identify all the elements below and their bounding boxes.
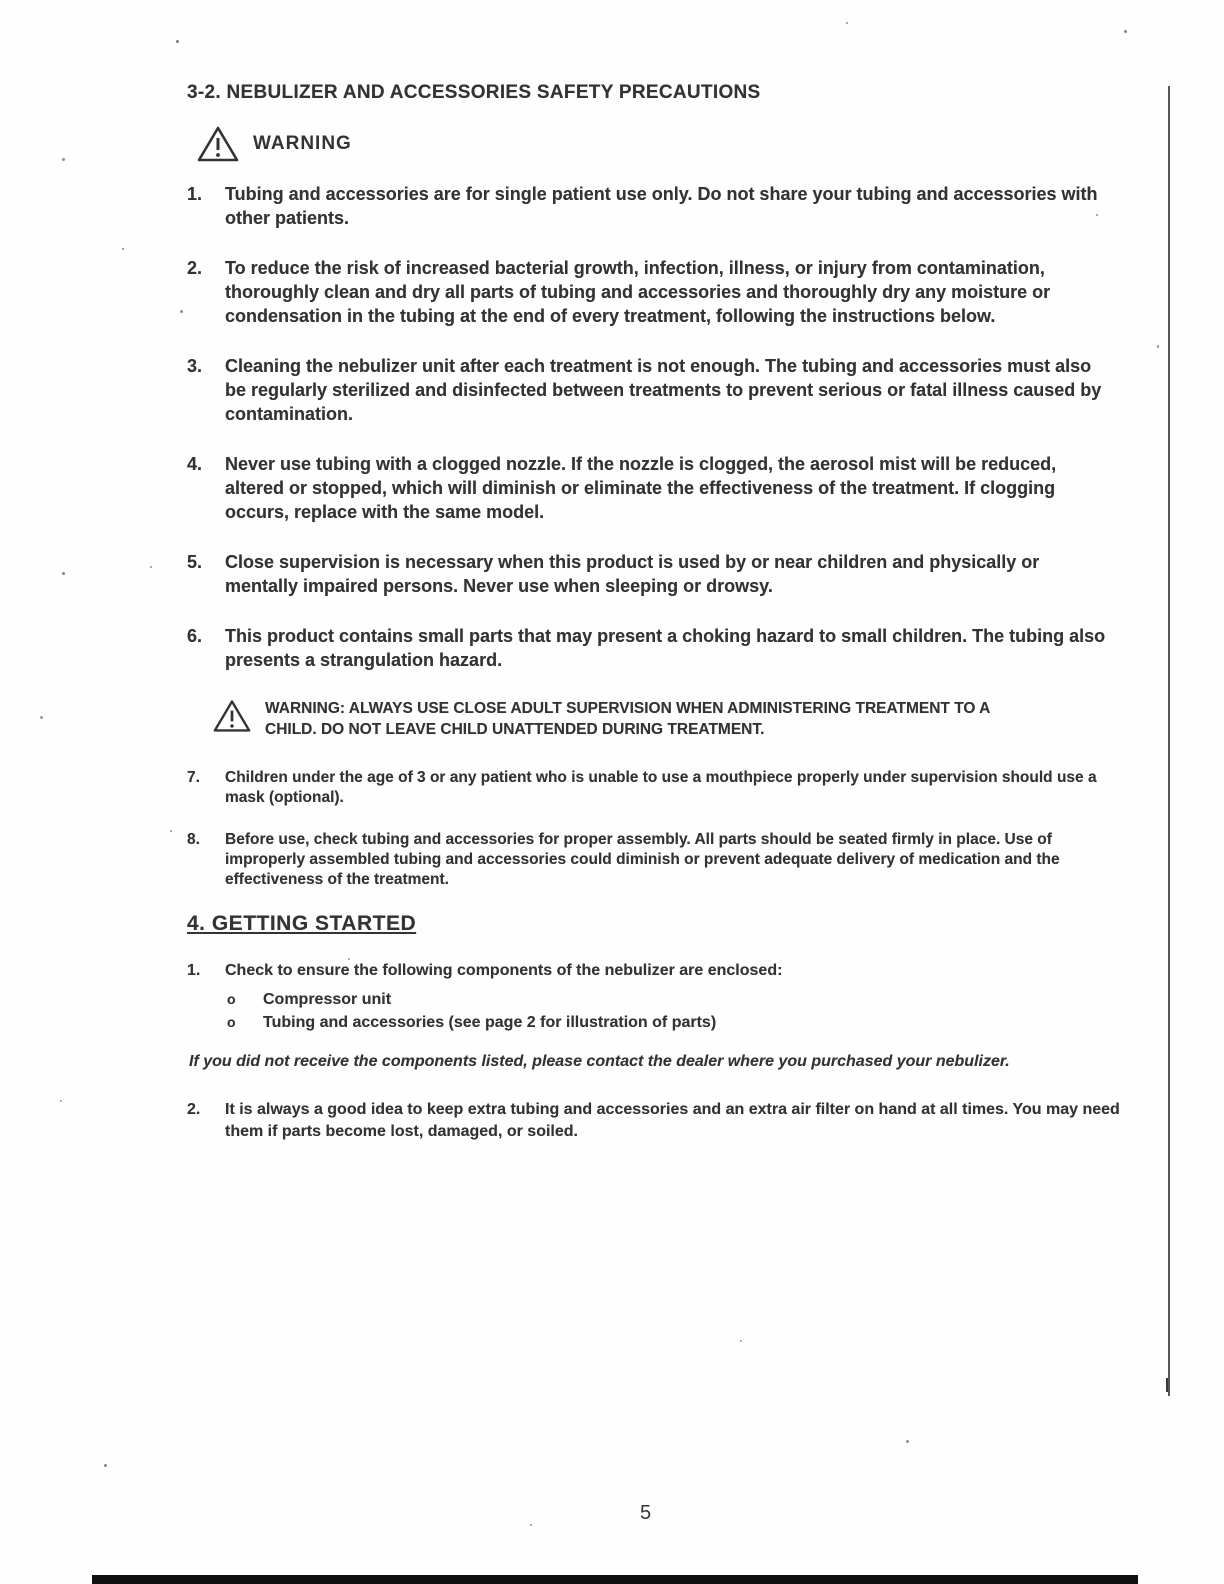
item-text: Before use, check tubing and accessories for proper assembly. All parts should be seated firmly in place. Use of improperly assembled tubing and accessories could diminish or prevent adequate delivery of medication and the effectiveness of the treatment. xyxy=(225,831,1060,888)
warning-triangle-icon xyxy=(213,698,251,734)
safety-item-7 xyxy=(187,768,1139,808)
item-number: 6. xyxy=(187,626,203,646)
safety-item-5 xyxy=(187,550,1139,598)
safety-item-4 xyxy=(187,452,1139,524)
bullet-marker: o xyxy=(227,991,236,1007)
page-content xyxy=(187,82,1139,1143)
item-number: 3. xyxy=(187,356,203,376)
item-number: 4. xyxy=(187,454,203,474)
page-number: 5 xyxy=(640,1502,652,1524)
item-number: 1. xyxy=(187,184,203,204)
safety-item-8 xyxy=(187,830,1139,890)
item-number: 8. xyxy=(187,831,200,848)
list-item xyxy=(227,1011,1139,1034)
item-text: It is always a good idea to keep extra tubing and accessories and an extra air filter on hand at all times. You may need them if parts become lost, damaged, or soiled. xyxy=(225,1101,1120,1140)
warning-label: WARNING xyxy=(253,133,352,154)
safety-item-2 xyxy=(187,256,1139,328)
section-getting-started-title: 4. GETTING STARTED xyxy=(187,912,417,935)
dealer-contact-note: If you did not receive the components listed, please contact the dealer where you purchased your nebulizer. xyxy=(189,1053,1010,1070)
bullet-marker: o xyxy=(227,1014,236,1030)
item-text: Never use tubing with a clogged nozzle. If the nozzle is clogged, the aerosol mist will be reduced, altered or stopped, which will diminish or eliminate the effectiveness of the treatment. If clogging occurs, replace with the same model. xyxy=(225,454,1057,522)
warning-triangle-icon xyxy=(197,126,239,162)
section-safety-title: 3-2. NEBULIZER AND ACCESSORIES SAFETY PRECAUTIONS xyxy=(187,82,761,103)
safety-item-1 xyxy=(187,182,1139,230)
item-number: 2. xyxy=(187,1101,201,1118)
item-number: 2. xyxy=(187,258,203,278)
item-text: Tubing and accessories are for single patient use only. Do not share your tubing and accessories with other patients. xyxy=(225,184,1098,228)
scan-edge-tick xyxy=(1166,1378,1168,1392)
item-text: To reduce the risk of increased bacterial growth, infection, illness, or injury from contamination, thoroughly clean and dry all parts of tubing and accessories and thoroughly dry any moisture or condensation in the tubing at the end of every treatment, following the instructions below. xyxy=(225,258,1051,326)
bullet-text: Tubing and accessories (see page 2 for illustration of parts) xyxy=(263,1014,717,1031)
getting-started-item-1 xyxy=(187,960,1139,982)
item-text: This product contains small parts that may present a choking hazard to small children. The tubing also presents a strangulation hazard. xyxy=(225,626,1106,670)
getting-started-item-2 xyxy=(187,1099,1139,1143)
item-number: 5. xyxy=(187,552,203,572)
bullet-text: Compressor unit xyxy=(263,991,392,1008)
warning-header xyxy=(197,124,1139,164)
component-list xyxy=(227,988,1139,1034)
child-warning-text: WARNING: ALWAYS USE CLOSE ADULT SUPERVISION WHEN ADMINISTERING TREATMENT TO A CHILD. DO NOT LEAVE CHILD UNATTENDED DURING TREATMENT. xyxy=(265,700,990,738)
item-text: Cleaning the nebulizer unit after each treatment is not enough. The tubing and accessories must also be regularly sterilized and disinfected between treatments to prevent serious or fatal illness caused by contamination. xyxy=(225,356,1102,424)
item-text: Children under the age of 3 or any patient who is unable to use a mouthpiece properly under supervision should use a mask (optional). xyxy=(225,769,1097,806)
child-supervision-warning xyxy=(213,698,1043,740)
item-text: Close supervision is necessary when this product is used by or near children and physically or mentally impaired persons. Never use when sleeping or drowsy. xyxy=(225,552,1040,596)
item-number: 1. xyxy=(187,962,201,979)
list-item xyxy=(227,988,1139,1011)
scan-edge-bar xyxy=(92,1575,1138,1584)
safety-item-6 xyxy=(187,624,1139,672)
item-number: 7. xyxy=(187,769,200,786)
item-text: Check to ensure the following components of the nebulizer are enclosed: xyxy=(225,962,783,979)
scan-edge-line xyxy=(1168,86,1170,1396)
safety-item-3 xyxy=(187,354,1139,426)
